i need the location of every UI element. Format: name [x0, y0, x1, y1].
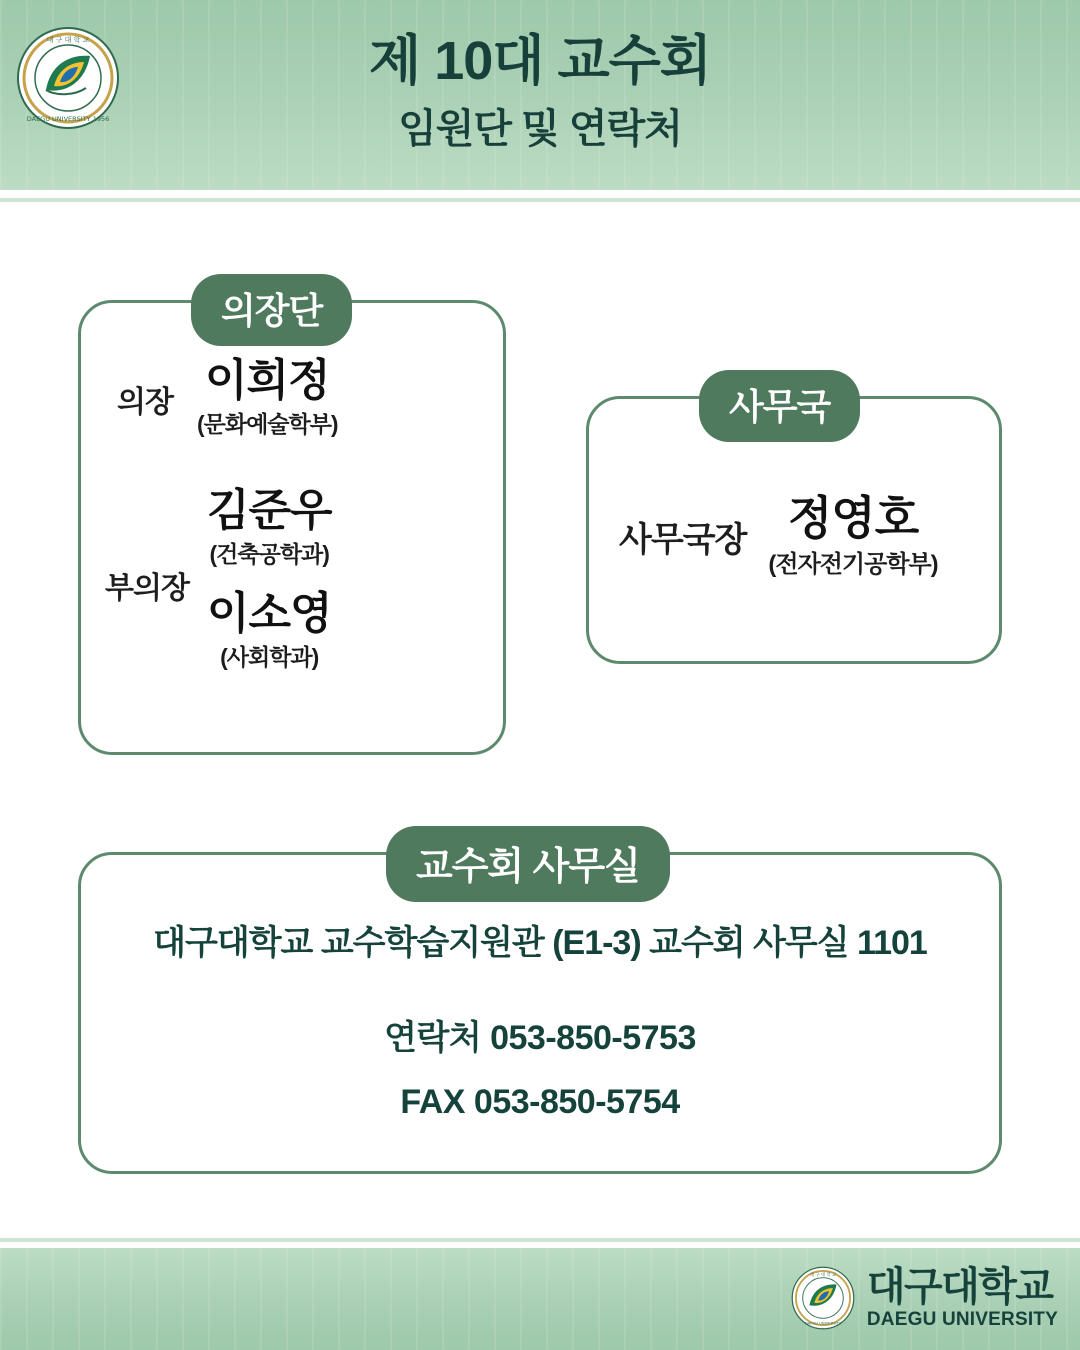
person-name: 이희정 — [205, 356, 330, 405]
page-title-block — [0, 32, 1080, 154]
vice-chair-people — [207, 488, 332, 672]
person-chair — [197, 358, 338, 439]
footer-name-ko: 대구대학교 — [866, 1265, 1053, 1309]
page-title: 제 10대 교수회 — [369, 31, 711, 91]
daegu-university-crest-icon — [791, 1266, 855, 1330]
card-office-contact-title: 교수회 사무실 — [386, 826, 670, 902]
row-vice-chair — [105, 488, 331, 672]
office-address: 대구대학교 교수학습지원관 (E1-3) 교수회 사무실 1101 — [153, 924, 927, 962]
card-chairpersons — [78, 290, 506, 755]
person-vice-chair-1 — [207, 488, 332, 569]
card-chairpersons-title: 의장단 — [191, 274, 352, 346]
person-dept: (전자전기공학부) — [768, 551, 938, 579]
footer-name-en: DAEGU UNIVERSITY — [866, 1309, 1058, 1330]
person-vice-chair-2 — [207, 591, 332, 672]
footer-logo — [791, 1266, 1058, 1330]
card-secretariat-title: 사무국 — [699, 370, 860, 442]
card-secretariat — [586, 386, 1002, 664]
role-label-chair: 의장 — [117, 385, 173, 419]
svg-text:DAEGU UNIVERSITY 1956: DAEGU UNIVERSITY 1956 — [26, 115, 110, 123]
header-divider-white — [0, 190, 1080, 198]
person-dept: (건축공학과) — [209, 541, 329, 568]
person-dept: (사회학과) — [220, 644, 319, 671]
footer-wordmark — [867, 1267, 1058, 1329]
person-name: 김준우 — [206, 486, 332, 535]
header-banner — [0, 0, 1080, 190]
role-label-secretary-general: 사무국장 — [619, 521, 747, 560]
svg-text:대 구 대 학 교: 대 구 대 학 교 — [46, 36, 90, 44]
office-contact-body — [81, 915, 999, 1122]
footer-banner — [0, 1248, 1080, 1350]
header-divider-green — [0, 198, 1080, 202]
page-subtitle: 임원단 및 연락처 — [398, 107, 682, 152]
card-office-contact — [78, 846, 1002, 1174]
office-fax: FAX 053-850-5754 — [400, 1083, 680, 1121]
svg-text:DAEGU UNIVERSITY: DAEGU UNIVERSITY — [804, 1321, 841, 1326]
person-secretary-general — [768, 494, 937, 579]
svg-text:대 구 대 학 교: 대 구 대 학 교 — [809, 1272, 836, 1278]
office-phone: 연락처 053-850-5753 — [384, 1019, 696, 1057]
person-name: 이소영 — [206, 589, 332, 639]
person-dept: (문화예술학부) — [196, 411, 338, 438]
row-chair — [117, 358, 338, 439]
person-name: 정영호 — [787, 492, 919, 544]
row-secretary-general — [619, 494, 938, 579]
role-label-vice-chair: 부의장 — [105, 572, 189, 606]
